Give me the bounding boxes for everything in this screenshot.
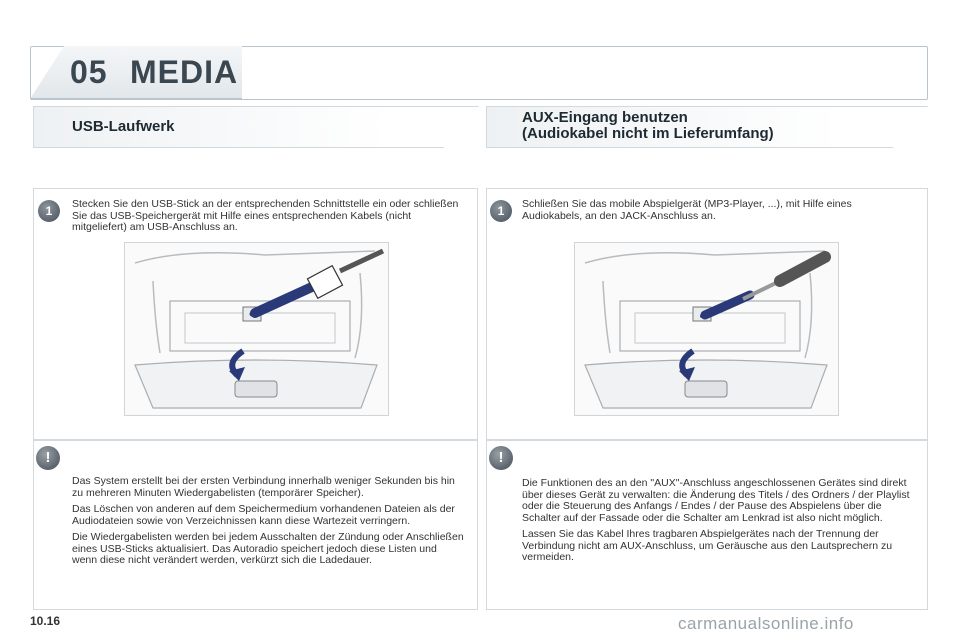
usb-notes (72, 476, 464, 572)
step-number-badge: 1 (490, 200, 512, 222)
chapter-title: MEDIA (130, 54, 239, 90)
usb-step-text: Stecken Sie den USB-Stick an der entsprechenden Schnittstelle ein oder schließen Sie das USB-Speichergerät mit Hilfe eines entsprechenden Kabels (nicht mitgeliefert) am USB-Anschluss an. (72, 198, 459, 233)
step-number-badge: 1 (38, 200, 60, 222)
usb-note: Die Wiedergabelisten werden bei jedem Ausschalten der Zündung oder Anschließen eines USB-Sticks aktualisiert. Das Autoradio speichert jedoch diese Listen und wenn diese nicht verändert werden, verkürzt sich die Ladedauer. (72, 531, 464, 566)
aux-illustration (574, 242, 839, 416)
aux-notes (522, 478, 914, 569)
warning-icon: ! (36, 446, 60, 470)
usb-port-drawing (125, 243, 388, 415)
usb-section-title: USB-Laufwerk (72, 118, 175, 135)
aux-note: Die Funktionen des an den "AUX"-Anschluss angeschlossenen Gerätes sind direkt über dieses Gerät zu verwalten: die Änderung des Titels / des Ordners / der Playlist oder die Steuerung des Anfangs / Endes / der Pause des Abspielens über die Schalter auf der Fassade oder die Schalter am Lenkrad ist also nicht möglich. (522, 477, 910, 524)
aux-section-title-line2: (Audiokabel nicht im Lieferumfang) (522, 125, 774, 142)
warning-icon: ! (489, 446, 513, 470)
usb-illustration (124, 242, 389, 416)
aux-note: Lassen Sie das Kabel Ihres tragbaren Abspielgerätes nach der Trennung der Verbindung nicht am AUX-Anschluss, um Geräusche aus den Lautsprechern zu vermeiden. (522, 528, 893, 563)
page-number: 10.16 (30, 614, 61, 628)
usb-note: Das Löschen von anderen auf dem Speichermedium vorhandenen Dateien als der Audiodateien sowie von Verzeichnissen kann diese Wartezeit verringern. (72, 503, 455, 527)
usb-note: Das System erstellt bei der ersten Verbindung innerhalb weniger Sekunden bis hin zu mehreren Minuten Wiedergabelisten (temporärer Speicher). (72, 475, 455, 499)
aux-step-text: Schließen Sie das mobile Abspielgerät (MP3-Player, ...), mit Hilfe eines Audiokabels, an den JACK-Anschluss an. (522, 198, 852, 222)
chapter-number: 05 (70, 54, 108, 90)
aux-section-title-line1: AUX-Eingang benutzen (522, 109, 688, 126)
watermark: carmanualsonline.info (678, 614, 854, 633)
aux-jack-drawing (575, 243, 838, 415)
